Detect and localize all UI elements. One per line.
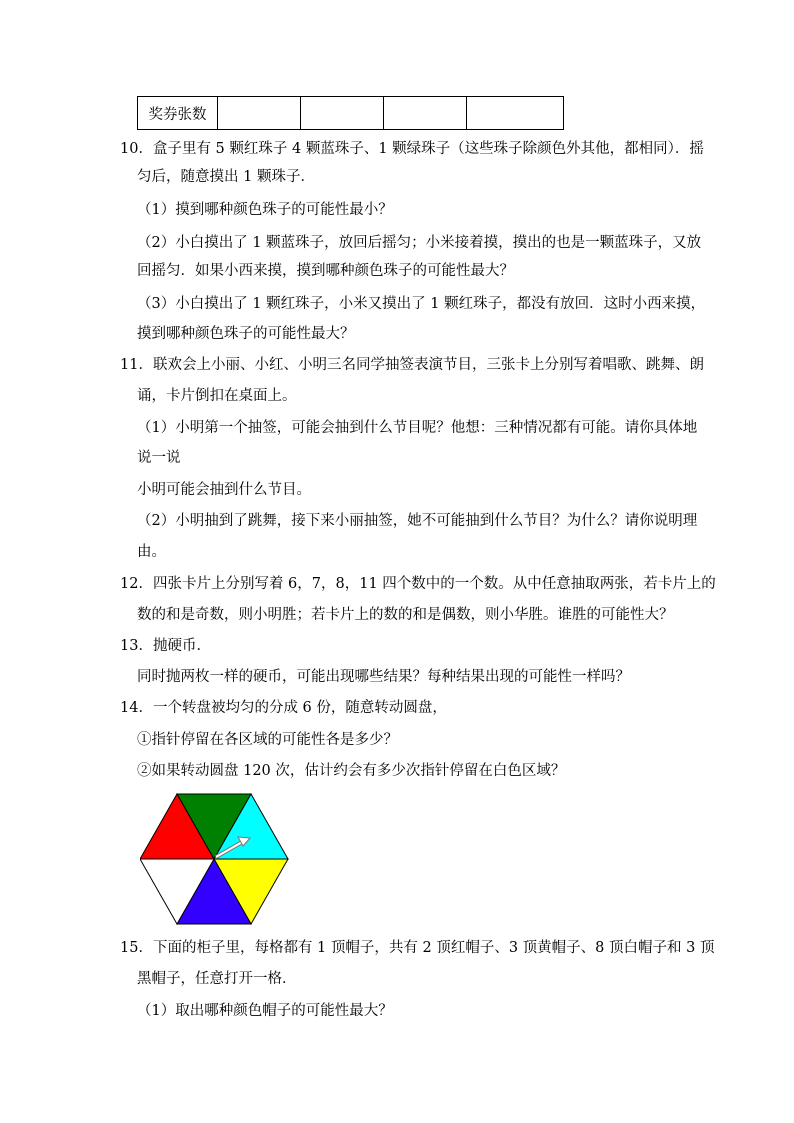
- table-label-cell: 奖券张数: [138, 97, 218, 130]
- q12-line1: 12．四张卡片上分别写着 6，7，8，11 四个数中的一个数。从中任意抽取两张，若卡片上的: [120, 576, 716, 592]
- q15-line2: 黑帽子，任意打开一格．: [137, 971, 297, 987]
- q15-line1: 15．下面的柜子里，每格都有 1 顶帽子，共有 2 顶红帽子、3 顶黄帽子、8 顶白帽子和 3 顶: [120, 940, 715, 956]
- table-cell: [218, 97, 301, 130]
- q11-stem-line1: 11．联欢会上小丽、小红、小明三名同学抽签表演节目，三张卡上分别写着唱歌、跳舞、朗: [120, 357, 704, 373]
- q10-part1: （1）摸到哪种颜色珠子的可能性最小？: [137, 202, 393, 218]
- hexagon-spinner-figure: [140, 793, 290, 925]
- q14-line1: 14．一个转盘被均匀的分成 6 份，随意转动圆盘，: [120, 700, 447, 716]
- q11-part2-line1: （2）小明抽到了跳舞，接下来小丽抽签，她不可能抽到什么节目？为什么？请你说明理: [137, 513, 698, 529]
- q11-part1-line2: 说一说: [137, 450, 181, 466]
- q14-line3: ②如果转动圆盘 120 次，估计约会有多少次指针停留在白色区域？: [137, 763, 566, 779]
- q14-line2: ①指针停留在各区域的可能性各是多少？: [137, 732, 398, 748]
- table-row: [138, 97, 564, 130]
- q10-stem-line2: 匀后，随意摸出 1 颗珠子．: [137, 169, 315, 185]
- table-cell: [384, 97, 467, 130]
- table-cell: [301, 97, 384, 130]
- q11-part1-line3: 小明可能会抽到什么节目。: [137, 482, 311, 498]
- q11-part2-line2: 由。: [137, 544, 166, 560]
- q10-part3-line1: （3）小白摸出了 1 颗红珠子，小米又摸出了 1 颗红珠子，都没有放回．这时小西来摸，: [137, 296, 706, 312]
- award-ticket-table: [137, 96, 564, 130]
- q12-line2: 数的和是奇数，则小明胜；若卡片上的数的和是偶数，则小华胜。谁胜的可能性大？: [137, 607, 674, 623]
- q11-stem-line2: 诵，卡片倒扣在桌面上。: [137, 388, 297, 404]
- q13-line2: 同时抛两枚一样的硬币，可能出现哪些结果？每种结果出现的可能性一样吗？: [137, 669, 630, 685]
- q10-part2-line1: （2）小白摸出了 1 颗蓝珠子，放回后摇匀；小米接着摸，摸出的也是一颗蓝珠子，又放: [137, 235, 702, 251]
- q10-part3-line2: 摸到哪种颜色珠子的可能性最大？: [137, 326, 355, 342]
- q15-part1: （1）取出哪种颜色帽子的可能性最大？: [137, 1003, 393, 1019]
- q10-stem-line1: 10．盒子里有 5 颗红珠子 4 颗蓝珠子、1 颗绿珠子（这些珠子除颜色外其他，都相同）．摇: [120, 141, 704, 157]
- q10-part2-line2: 回摇匀．如果小西来摸，摸到哪种颜色珠子的可能性最大？: [137, 263, 514, 279]
- q13-line1: 13．抛硬币．: [120, 638, 211, 654]
- q11-part1-line1: （1）小明第一个抽签，可能会抽到什么节目呢？他想：三种情况都有可能。请你具体地: [137, 420, 698, 436]
- table-cell: [467, 97, 564, 130]
